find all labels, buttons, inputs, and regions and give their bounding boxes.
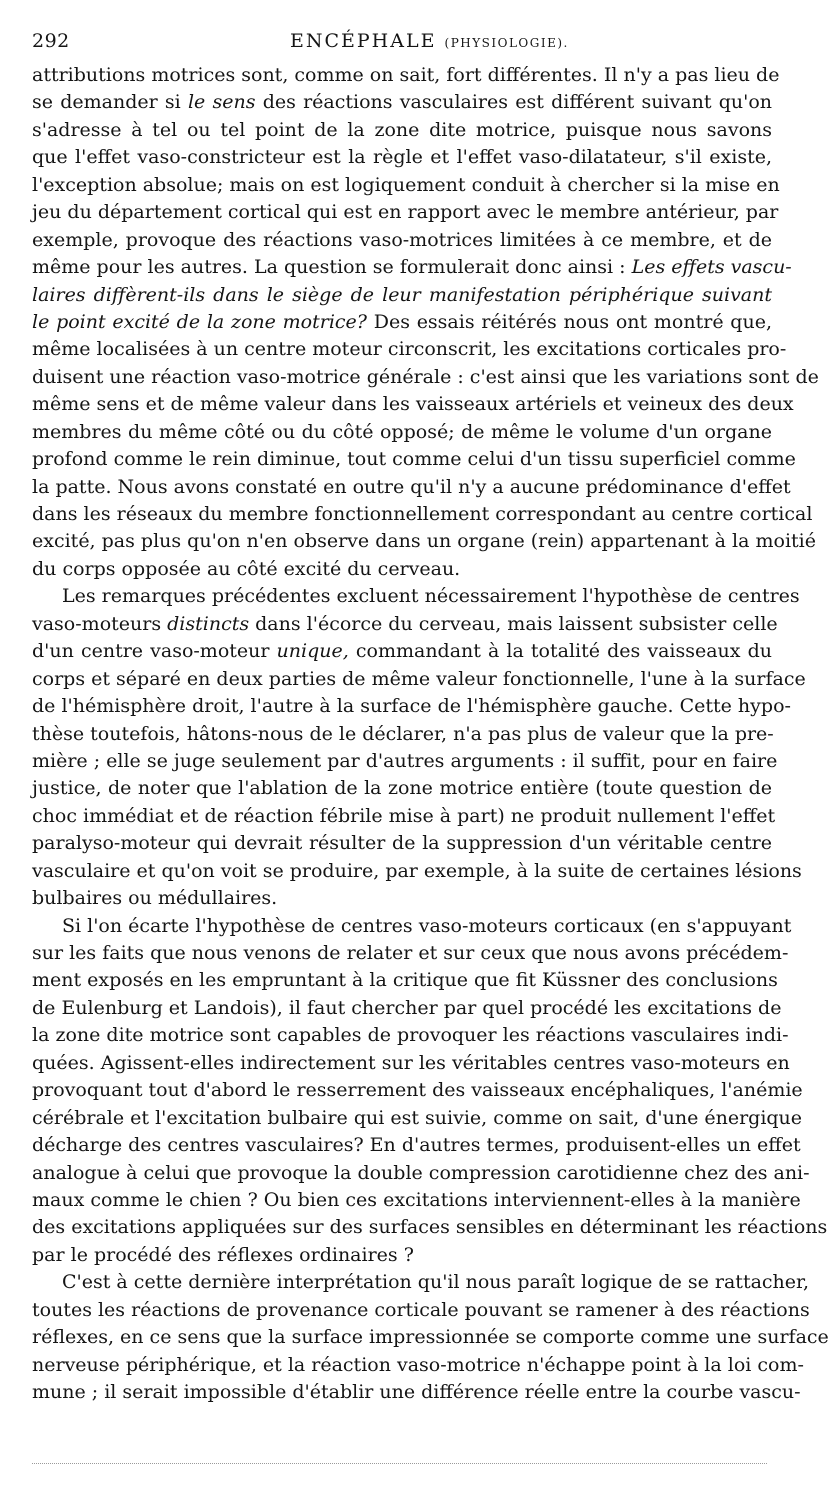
- text-line: paralyso-moteur qui devrait résulter de la suppression d'un véritable centre: [32, 832, 772, 855]
- text-line: nerveuse périphérique, et la réaction vaso-motrice n'échappe point à la loi com-: [32, 1353, 804, 1376]
- text-line: C'est à cette dernière interprétation qu'il nous paraît logique de se rattacher,: [62, 1271, 810, 1294]
- text-line: mune ; il serait impossible d'établir une différence réelle entre la courbe vascu-: [32, 1381, 801, 1403]
- text-line: d'un centre vaso-moteur unique, commandant à la totalité des vaisseaux du: [32, 640, 772, 663]
- text-line: de Eulenburg et Landois), il faut chercher par quel procédé les excitations de: [32, 996, 782, 1019]
- running-head-subtitle: (PHYSIOLOGIE).: [444, 36, 569, 50]
- page-number: 292: [32, 30, 70, 52]
- text-line: corps et séparé en deux parties de même valeur fonctionnelle, l'une à la surface: [32, 667, 806, 690]
- text-line: même localisées à un centre moteur circonscrit, les excitations corticales pro-: [32, 338, 787, 361]
- text-line: la zone dite motrice sont capables de provoquer les réactions vasculaires indi-: [32, 1024, 789, 1047]
- text-line: par le procédé des réflexes ordinaires ?: [32, 1243, 414, 1266]
- text-line: toutes les réactions de provenance corticale pouvant se ramener à des réactions: [32, 1298, 810, 1321]
- text-line: exemple, provoque des réactions vaso-motrices limitées à ce membre, et de: [32, 228, 772, 251]
- text-line: attributions motrices sont, comme on sait, fort différentes. Il n'y a pas lieu de: [32, 64, 780, 86]
- text-line: duisent une réaction vaso-motrice générale : c'est ainsi que les variations sont de: [32, 365, 819, 388]
- text-line: choc immédiat et de réaction fébrile mise à part) ne produit nullement l'effet: [32, 804, 776, 827]
- text-line: cérébrale et l'excitation bulbaire qui est suivie, comme on sait, d'une énergique: [32, 1106, 803, 1129]
- text-line: l'exception absolue; mais on est logiquement conduit à chercher si la mise en: [32, 173, 780, 196]
- body-text: [32, 62, 829, 1406]
- text-line: du corps opposée au côté excité du cerveau.: [32, 557, 461, 580]
- footer-rule: [32, 1463, 767, 1464]
- text-line: vasculaire et qu'on voit se produire, par exemple, à la suite de certaines lésions: [32, 859, 802, 882]
- text-line: laires diffèrent-ils dans le siège de leur manifestation périphérique suivant: [32, 283, 772, 306]
- text-line: analogue à celui que provoque la double compression carotidienne chez des ani-: [32, 1161, 810, 1184]
- text-line: de l'hémisphère droit, l'autre à la surface de l'hémisphère gauche. Cette hypo-: [32, 695, 791, 718]
- text-line: sur les faits que nous venons de relater et sur ceux que nous avons précédem-: [32, 942, 789, 964]
- text-line: quées. Agissent-elles indirectement sur les véritables centres vaso-moteurs en: [32, 1051, 790, 1074]
- text-line: réflexes, en ce sens que la surface impressionnée se comporte comme une surface: [32, 1326, 829, 1349]
- text-line: décharge des centres vasculaires? En d'autres termes, produisent-elles un effet: [32, 1134, 801, 1157]
- text-line: membres du même côté ou du côté opposé; de même le volume d'un organe: [32, 420, 772, 443]
- text-line: provoquant tout d'abord le resserrement des vaisseaux encéphaliques, l'anémie: [32, 1079, 803, 1102]
- text-line: dans les réseaux du membre fonctionnellement correspondant au centre cortical: [32, 503, 813, 525]
- text-line: des excitations appliquées sur des surfaces sensibles en déterminant les réactions: [32, 1216, 828, 1239]
- text-line: se demander si le sens des réactions vasculaires est différent suivant qu'on: [32, 91, 772, 114]
- text-line: s'adresse à tel ou tel point de la zone dite motrice, puisque nous savons: [32, 118, 772, 141]
- text-line: Les remarques précédentes excluent nécessairement l'hypothèse de centres: [62, 585, 800, 608]
- text-line: ment exposés en les empruntant à la critique que fit Küssner des conclusions: [32, 969, 778, 992]
- text-line: la patte. Nous avons constaté en outre qu'il n'y a aucune prédominance d'effet: [32, 475, 791, 498]
- text-line: bulbaires ou médullaires.: [32, 887, 278, 910]
- text-line: mière ; elle se juge seulement par d'autres arguments : il suffit, pour en faire: [32, 749, 778, 772]
- text-line: que l'effet vaso-constricteur est la règle et l'effet vaso-dilatateur, s'il existe,: [32, 146, 772, 169]
- text-line: le point excité de la zone motrice? Des essais réitérés nous ont montré que,: [32, 310, 772, 333]
- text-line: thèse toutefois, hâtons-nous de le déclarer, n'a pas plus de valeur que la pre-: [32, 722, 774, 745]
- text-line: profond comme le rein diminue, tout comme celui d'un tissu superficiel comme: [32, 448, 796, 471]
- running-head: [290, 30, 569, 52]
- text-line: jeu du département cortical qui est en rapport avec le membre antérieur, par: [32, 201, 779, 224]
- text-line: excité, pas plus qu'on n'en observe dans un organe (rein) appartenant à la moitié: [32, 530, 816, 553]
- page-header: [32, 30, 772, 56]
- text-line: justice, de noter que l'ablation de la zone motrice entière (toute question de: [32, 777, 772, 800]
- text-line: même pour les autres. La question se formulerait donc ainsi : Les effets vascu-: [32, 256, 792, 279]
- running-head-title: ENCÉPHALE: [290, 30, 437, 52]
- text-line: maux comme le chien ? Ou bien ces excitations interviennent-elles à la manière: [32, 1188, 801, 1211]
- text-line: Si l'on écarte l'hypothèse de centres vaso-moteurs corticaux (en s'appuyant: [62, 914, 792, 937]
- text-line: vaso-moteurs distincts dans l'écorce du cerveau, mais laissent subsister celle: [32, 612, 778, 635]
- text-line: même sens et de même valeur dans les vaisseaux artériels et veineux des deux: [32, 393, 794, 416]
